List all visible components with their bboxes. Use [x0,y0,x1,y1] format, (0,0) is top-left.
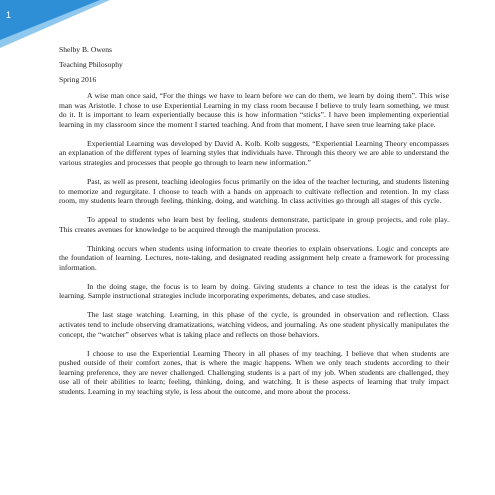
document-title: Teaching Philosophy [59,60,123,70]
corner-banner-dark [0,0,100,40]
paragraph: Experiential Learning was developed by David A. Kolb. Kolb suggests, “Experiential Learning Theory encompasses an explanation of the different types of learning styles that individuals have. Through this theory we are able to understand the various strategies and processes that people go through to learn new information.” [59,138,449,167]
page-number: 1 [6,10,12,20]
document-body [59,45,449,406]
author-name: Shelby B. Owens [59,45,112,54]
paragraph: I choose to use the Experiential Learning Theory in all phases of my teaching. I believe that when students are pushed outside of their comfort zones, that is where the magic happens. When we only teach students according to their learning preference, they are never challenged. Challenging students is a part of my job. When students are challenged, they use all of their abilities to learn; feeling, thinking, doing, and watching. It is these aspects of learning that truly impact students. Learning in my teaching style, is less about the outcome, and more about the process. [59,348,449,396]
paragraph: A wise man once said, “For the things we have to learn before we can do them, we learn by doing them”. This wise man was Aristotle. I chose to use Experiential Learning in my class room because I believe to truly learn something, we must do it. It is important to learn experientially because this is how information “sticks”. I have been implementing experiential learning in my classroom since the moment I started teaching. And from that moment, I have seen true learning take place. [59,90,449,129]
paragraph: Past, as well as present, teaching ideologies focus primarily on the idea of the teacher lecturing, and students listening to memorize and regurgitate. I choose to teach with a hands on approach to cultivate reflection and retention. In my class room, my students learn through feeling, thinking, doing, and watching. In class activities go through all stages of this cycle. [59,176,449,206]
paragraph: In the doing stage, the focus is to learn by doing. Giving students a chance to test the ideas is the catalyst for learning. Sample instructional strategies include incorporating experiments, debates, and case studies. [59,281,449,301]
term-date: Spring 2016 [59,75,97,85]
paragraph: Thinking occurs when students using information to create theories to explain observations. Logic and concepts are the foundation of learning. Lectures, note-taking, and designated reading assignment help create a framework for processing information. [59,243,449,272]
paragraph: To appeal to students who learn best by feeling, students demonstrate, participate in group projects, and role play. This creates avenues for knowledge to be acquired through the manipulation process. [59,215,449,234]
paragraph: The last stage watching. Learning, in this phase of the cycle, is grounded in observation and reflection. Class activates tend to include observing dramatizations, watching videos, and journaling. As one student physically manipulates the concept, the “watcher” observes what is taking place and reflects on those behaviors. [59,310,449,339]
page-corner-banner [0,0,110,48]
